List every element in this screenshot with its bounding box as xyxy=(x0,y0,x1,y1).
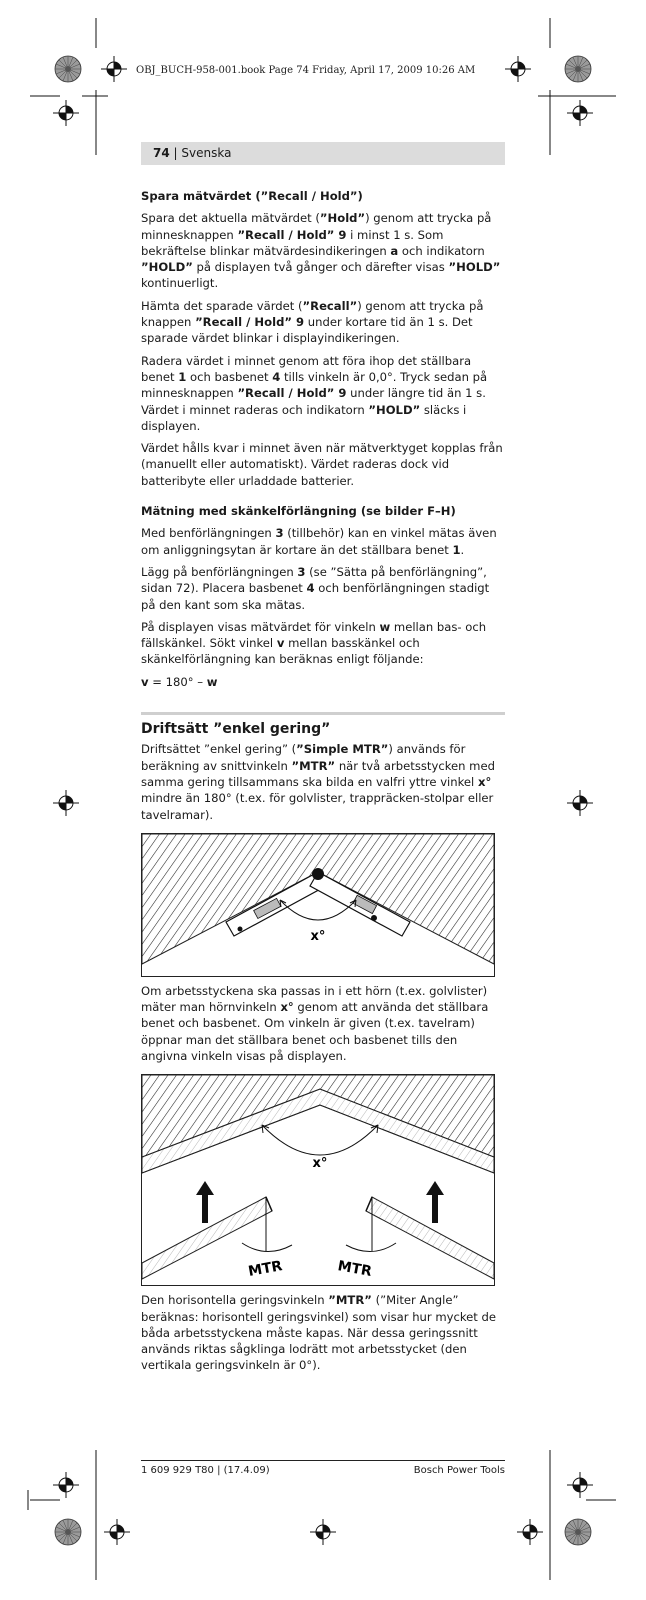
bold-term: x° xyxy=(280,1000,294,1015)
text-run: ) genom att trycka på minnesknappen xyxy=(141,211,492,242)
bold-term: 4 xyxy=(272,369,281,384)
figure1-angle-label: x° xyxy=(310,928,326,944)
bold-term: v xyxy=(141,674,149,689)
bold-term: ”Recall / Hold” 9 xyxy=(237,386,347,401)
figure2-mtr-left-label: MTR xyxy=(247,1258,284,1281)
heading-recall-hold: Spara mätvärdet (”Recall / Hold”) xyxy=(141,189,363,203)
print-header: OBJ_BUCH-958-001.book Page 74 Friday, April 17, 2009 10:26 AM xyxy=(136,65,476,76)
bold-term: ”MTR” xyxy=(291,758,336,773)
page-header xyxy=(153,146,231,160)
bold-term: w xyxy=(206,674,218,689)
text-run: ) genom att trycka på knappen xyxy=(141,298,484,330)
bold-term: ”Hold” xyxy=(319,211,366,226)
bold-term: a xyxy=(390,243,399,258)
text-run: i minst 1 s. Som bekräftelse blinkar mätvärdesindikeringen xyxy=(141,227,444,258)
bold-term: 1 xyxy=(452,542,461,557)
formula xyxy=(141,674,505,690)
text-run: Värdet hålls kvar i minnet även när mätverktyget kopplas från (manuellt eller automatiskt). Värdet raderas dock vid batteribyte eller urladdade batterier. xyxy=(141,441,503,488)
text-run: genom att använda det ställbara benet och basbenet. Om vinkeln är given (t.ex. tavelram) öppnar man det ställbara benet och basbenet tills den angivna vinkeln visas på displayen. xyxy=(141,1000,489,1063)
bold-term: 1 xyxy=(178,369,187,384)
text-run: när två arbetsstycken med samma gering tillsammans ska bilda en valfri yttre vinkel xyxy=(141,758,495,789)
main-content xyxy=(141,188,505,1380)
text-run: På displayen visas mätvärdet för vinkeln xyxy=(141,619,380,634)
text-run: kontinuerligt. xyxy=(141,276,219,291)
text-run: Lägg på benförlängningen xyxy=(141,564,298,579)
paragraph xyxy=(141,564,505,613)
footer-brand: Bosch Power Tools xyxy=(413,1465,505,1476)
text-run: Spara det aktuella mätvärdet ( xyxy=(141,211,320,226)
bold-term: 3 xyxy=(297,564,306,579)
text-run: på displayen två gånger och därefter visas xyxy=(192,260,449,275)
paragraph xyxy=(141,353,505,434)
text-run: (”Miter Angle” beräknas: horisontell geringsvinkel) som visar hur mycket de båda arbetsstyckena måste kapas. När dessa geringssnitt används riktas sågklinga lodrätt mot arbetsstycket (den vertikala geringsvinkeln är 0°). xyxy=(141,1293,497,1373)
paragraph xyxy=(141,525,505,558)
bold-term: 4 xyxy=(306,581,315,596)
bold-term: w xyxy=(379,619,391,634)
text-run: (se ”Sätta på benförlängning”, sidan 72). Placera basbenet xyxy=(141,564,487,596)
paragraph xyxy=(141,298,505,347)
section-divider xyxy=(141,712,505,715)
text-run: Driftsättet ”enkel gering” ( xyxy=(141,742,297,757)
footer-doc-id: 1 609 929 T80 | (17.4.09) xyxy=(141,1465,270,1476)
text-run: Om arbetsstyckena ska passas in i ett hörn (t.ex. golvlister) mäter man hörnvinkeln xyxy=(141,983,488,1015)
bold-term: ”HOLD” xyxy=(141,260,193,275)
paragraph xyxy=(141,619,505,668)
bold-term: ”Recall / Hold” 9 xyxy=(237,227,347,242)
text-run: mellan bas- och fällskänkel. Sökt vinkel xyxy=(141,619,487,651)
figure2-mtr-right-label: MTR xyxy=(336,1258,373,1281)
paragraph xyxy=(141,983,505,1064)
text-run: Den horisontella geringsvinkeln xyxy=(141,1293,329,1308)
bold-term: v xyxy=(276,636,285,651)
text-run: Radera värdet i minnet genom att föra ihop det ställbara benet xyxy=(141,353,472,384)
text-run: och benförlängningen stadigt på den kant som ska mätas. xyxy=(141,581,490,612)
figure-miter-frame xyxy=(141,1074,495,1286)
text-run: . xyxy=(460,542,465,557)
text-run: Hämta det sparade värdet ( xyxy=(141,298,303,313)
bold-term: ”HOLD” xyxy=(448,260,501,275)
paragraph xyxy=(141,1292,505,1373)
text-run: och basbenet xyxy=(186,369,273,384)
text-run: = 180° – xyxy=(148,674,207,689)
text-run: under kortare tid än 1 s. Det sparade värdet blinkar i displayindikeringen. xyxy=(141,315,473,346)
bold-term: 3 xyxy=(275,526,284,541)
paragraph xyxy=(141,440,505,489)
page-number: 74 xyxy=(153,146,170,160)
heading-simple-mtr: Driftsätt ”enkel gering” xyxy=(141,721,331,738)
text-run: mindre än 180° (t.ex. för golvlister, trappräcken-stolpar eller tavelramar). xyxy=(141,791,494,822)
bold-term: ”HOLD” xyxy=(368,402,421,417)
figure-corner-measurement xyxy=(141,833,495,977)
bold-term: ”Recall / Hold” 9 xyxy=(195,315,305,330)
text-run: och indikatorn xyxy=(398,243,485,258)
text-run: ) används för beräkning av snittvinkeln xyxy=(141,742,466,773)
text-run: under längre tid än 1 s. Värdet i minnet raderas och indikatorn xyxy=(141,386,486,417)
bold-term: ”Recall” xyxy=(302,298,358,313)
bold-term: ”Simple MTR” xyxy=(296,742,389,757)
paragraph xyxy=(141,741,505,822)
text-run: mellan basskänkel och skänkelförlängning kan beräknas enligt följande: xyxy=(141,636,424,667)
figure2-angle-label: x° xyxy=(312,1156,328,1172)
text-run: släcks i displayen. xyxy=(141,402,467,433)
heading-leg-extension: Mätning med skänkelförlängning (se bilder F–H) xyxy=(141,504,456,519)
text-run: (tillbehör) kan en vinkel mätas även om anliggningsytan är kortare än det ställbara benet xyxy=(141,526,497,557)
text-run: tills vinkeln är 0,0°. Tryck sedan på minnesknappen xyxy=(141,369,488,401)
text-run: Med benförlängningen xyxy=(141,526,276,541)
bold-term: ”MTR” xyxy=(328,1293,372,1308)
page-language: Svenska xyxy=(181,146,232,160)
page-header-separator: | xyxy=(169,146,182,160)
footer-divider xyxy=(141,1460,505,1461)
paragraph xyxy=(141,210,505,291)
bold-term: x° xyxy=(477,774,492,789)
